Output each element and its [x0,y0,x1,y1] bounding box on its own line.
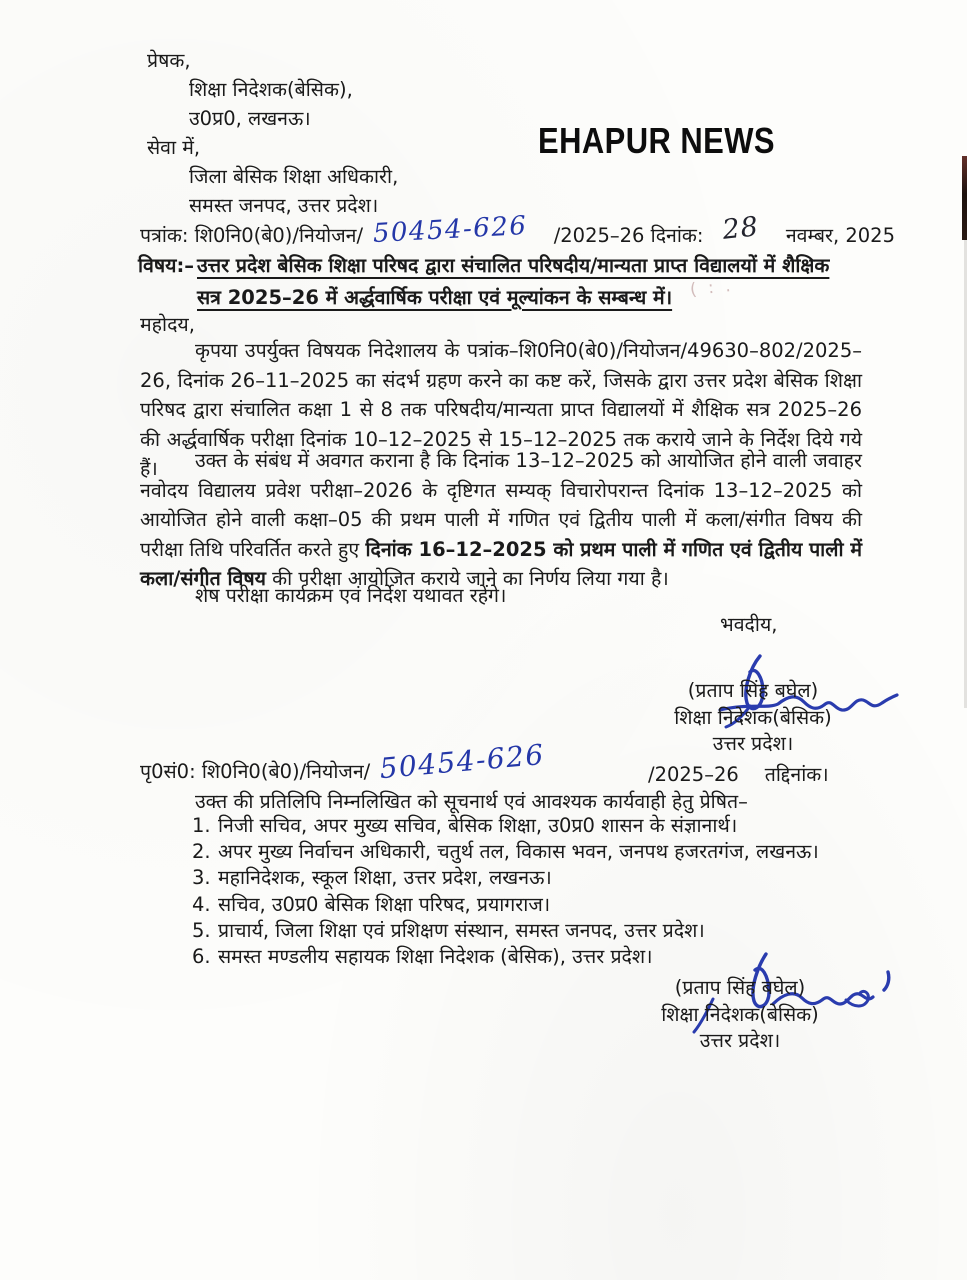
cc-item-text: समस्त मण्डलीय सहायक शिक्षा निदेशक (बेसिक), उत्तर प्रदेश। [218,945,653,969]
copy-distribution-line: उक्त की प्रतिलिपि निम्नलिखित को सूचनार्थ एवं आवश्यक कार्यवाही हेतु प्रेषित– [195,790,748,813]
salutation: महोदय, [140,313,195,336]
recipient-line: समस्त जनपद, उत्तर प्रदेश। [189,194,379,217]
cc-list-item [192,892,819,918]
cc-item-number: 2. [192,840,211,864]
cc-list-item [192,918,819,944]
sender-line: शिक्षा निदेशक(बेसिक), [189,78,353,101]
cc-list-item [192,865,819,891]
endorsement-session-line [648,760,829,787]
ref-date-text: नवम्बर, 2025 [785,224,895,247]
endorsement-prefix: पृ0सं0: शि0नि0(बे0)/नियोजन/ [140,760,371,783]
signatory-name: (प्रताप सिंह बघेल) [674,976,806,999]
paragraph-2-bold-text: दिनांक 16–12–2025 को प्रथम पाली में गणित एवं द्वितीय पाली में कला/संगीत विषय [140,537,862,590]
signatory-title: शिक्षा निदेशक(बेसिक) [661,1002,819,1026]
ref-line [140,210,895,250]
recipient-label: सेवा में, [147,136,201,159]
ref-session: /2025–26 [553,224,645,247]
cc-item-number: 4. [192,892,211,916]
subject-line-2: सत्र 2025–26 में अर्द्धवार्षिक परीक्षा एवं मूल्यांकन के सम्बन्ध में। [197,286,673,309]
subject-faint-stamp-mark: ( : . [689,275,735,301]
signatory-title: शिक्षा निदेशक(बेसिक) [674,705,832,729]
cc-item-text: निजी सचिव, अपर मुख्य सचिव, बेसिक शिक्षा, उ0प्र0 शासन के संज्ञानार्थ। [218,814,738,837]
address-block [147,46,398,220]
paragraph-2-text: की परीक्षा आयोजित कराये जाने का निर्णय लिया गया है। [265,567,669,590]
cc-item-text: अपर मुख्य निर्वाचन अधिकारी, चतुर्थ तल, विकास भवन, जनपथ हजरतगंज, लखनऊ। [218,840,819,864]
body-paragraph-2 [140,446,862,594]
ref-prefix: पत्रांक: शि0नि0(बे0)/नियोजन/ [140,224,364,247]
watermark-text: EHAPUR NEWS [538,120,775,161]
body-paragraph-3: शेष परीक्षा कार्यक्रम एवं निर्देश यथावत रहेंगे। [195,584,507,607]
sender-label: प्रेषक, [147,49,191,72]
endorsement-line [140,737,547,786]
subject-line-1: उत्तर प्रदेश बेसिक शिक्षा परिषद द्वारा संचालित परिषदीय/मान्यता प्राप्त विद्यालयों में शैक्षिक [197,254,830,277]
cc-item-number: 5. [192,918,211,942]
cc-item-number: 6. [192,945,211,969]
cc-item-text: सचिव, उ0प्र0 बेसिक शिक्षा परिषद, प्रयागराज। [218,892,551,916]
cc-list-item [192,813,819,839]
signatory-place: उत्तर प्रदेश। [712,732,794,755]
cc-item-text: प्राचार्य, जिला शिक्षा एवं प्रशिक्षण संस्थान, समस्त जनपद, उत्तर प्रदेश। [218,918,705,942]
closing-text: भवदीय, [720,613,778,636]
cc-list-item [192,839,819,865]
ref-number-handwritten: 50454-626 [372,210,529,250]
signature-block [628,678,878,758]
signatory-name: (प्रताप सिंह बघेल) [687,679,819,702]
endorsement-number-handwritten: 50454-626 [378,737,547,786]
signatory-place: उत्तर प्रदेश। [699,1029,781,1052]
page-edge-shadow [962,156,967,240]
ref-date-handwritten: 28 [721,211,761,246]
cc-item-number: 3. [192,866,211,890]
cc-item-number: 1. [192,814,211,837]
sender-line: उ0प्र0, लखनऊ। [189,107,311,130]
subject-label: विषय:– [138,254,195,277]
body-paragraph-1: कृपया उपर्युक्त विषयक निदेशालय के पत्रांक–शि0नि0(बे0)/नियोजन/49630–802/2025–26, दिनांक 26–11–2025 का संदर्भ ग्रहण करने का कष्ट करें, जिसके द्वारा उत्तर प्रदेश बेसिक शिक्षा परिषद द्वारा संचालित कक्षा 1 से 8 तक परिषदीय/मान्यता प्राप्त विद्यालयों में शैक्षिक सत्र 2025–26 की अर्द्धवार्षिक परीक्षा दिनांक 10–12–2025 से 15–12–2025 तक कराये जाने के निर्देश दिये गये हैं। [140,339,862,480]
endorsement-date-word: तद्दिनांक। [764,763,829,786]
paragraph-2-text: उक्त के संबंध में अवगत कराना है कि दिनांक 13–12–2025 को आयोजित होने वाली जवाहर नवोदय विद्यालय प्रवेश परीक्षा–2026 के दृष्टिगत सम्यक् विचारोपरान्त दिनांक 13–12–2025 को आयोजित होने वाली कक्षा–05 की प्रथम पाली में गणित एवं द्वितीय पाली में कला/संगीत विषय की परीक्षा तिथि परिवर्तित करते हुए [140,449,862,561]
signature-block [615,975,865,1055]
ref-date-label: दिनांक: [650,224,704,247]
cc-item-text: महानिदेशक, स्कूल शिक्षा, उत्तर प्रदेश, लखनऊ। [218,866,552,890]
recipient-line: जिला बेसिक शिक्षा अधिकारी, [189,165,399,188]
endorsement-session: /2025–26 [648,763,739,786]
